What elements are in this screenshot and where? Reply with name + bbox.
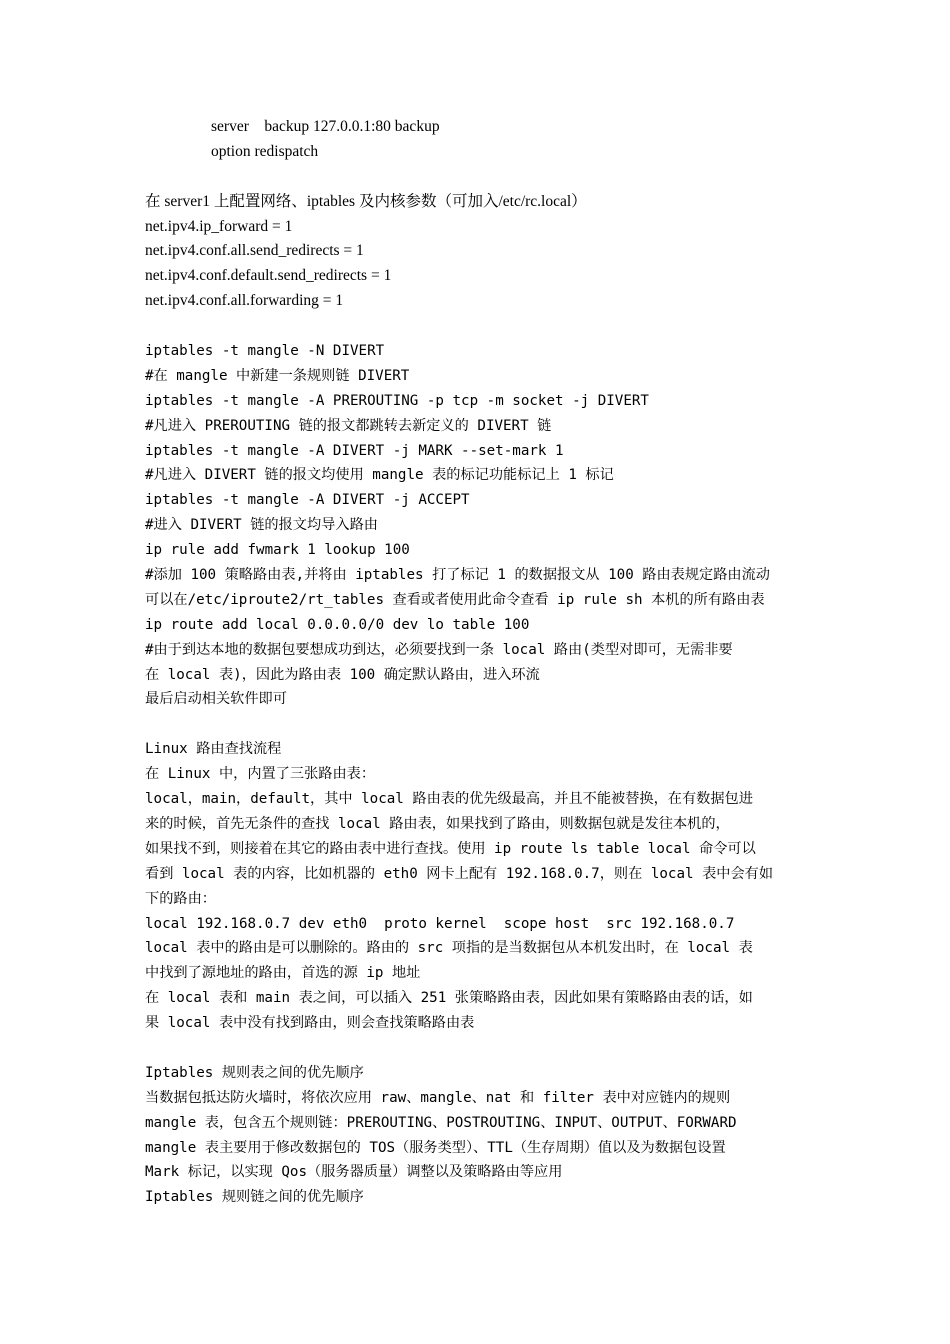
text-line: server backup 127.0.0.1:80 backup (211, 118, 440, 135)
text-line: #由于到达本地的数据包要想成功到达，必须要找到一条 local 路由(类型对即可，无需非要 (145, 641, 733, 658)
text-line: #凡进入 PREROUTING 链的报文都跳转去新定义的 DIVERT 链 (145, 417, 552, 434)
text-line: ip rule add fwmark 1 lookup 100 (145, 542, 410, 559)
document-body (145, 115, 815, 1210)
text-line: 在 server1 上配置网络、iptables 及内核参数（可加入/etc/rc.local） (145, 192, 587, 210)
text-line: #进入 DIVERT 链的报文均导入路由 (145, 517, 378, 534)
text-line: Iptables 规则表之间的优先顺序 (145, 1064, 364, 1081)
text-line: local，main，default，其中 local 路由表的优先级最高，并且不能被替换，在有数据包进 (145, 791, 753, 808)
text-line: #在 mangle 中新建一条规则链 DIVERT (145, 367, 410, 384)
text-line: iptables -t mangle -A DIVERT -j ACCEPT (145, 492, 470, 509)
text-line: 在 Linux 中，内置了三张路由表： (145, 766, 376, 783)
text-line: local 表中的路由是可以删除的。路由的 src 项指的是当数据包从本机发出时，在 local 表 (145, 940, 753, 957)
text-line: Iptables 规则链之间的优先顺序 (145, 1189, 364, 1206)
text-line: option redispatch (211, 142, 319, 160)
text-line: 来的时候，首先无条件的查找 local 路由表，如果找到了路由，则数据包就是发往本机的， (145, 815, 730, 832)
text-line: 如果找不到，则接着在其它的路由表中进行查找。使用 ip route ls table local 命令可以 (145, 840, 756, 857)
blank-line (145, 314, 815, 339)
blank-line (145, 712, 815, 737)
blank-line (145, 1036, 815, 1061)
text-line: net.ipv4.conf.default.send_redirects = 1 (145, 267, 392, 285)
text-line: 最后启动相关软件即可 (145, 691, 287, 708)
text-line: 当数据包抵达防火墙时，将依次应用 raw、mangle、nat 和 filter 表中对应链内的规则 (145, 1089, 731, 1106)
text-line: iptables -t mangle -N DIVERT (145, 343, 385, 360)
text-line: 中找到了源地址的路由，首选的源 ip 地址 (145, 965, 421, 982)
text-line: net.ipv4.conf.all.forwarding = 1 (145, 292, 344, 310)
text-line: net.ipv4.ip_forward = 1 (145, 217, 293, 235)
blank-line (145, 165, 815, 190)
text-line: 可以在/etc/iproute2/rt_tables 查看或者使用此命令查看 ip rule sh 本机的所有路由表 (145, 591, 765, 608)
text-line: iptables -t mangle -A PREROUTING -p tcp -m socket -j DIVERT (145, 392, 649, 409)
text-line: 在 local 表和 main 表之间，可以插入 251 张策略路由表，因此如果有策略路由表的话，如 (145, 990, 753, 1007)
text-line: mangle 表，包含五个规则链：PREROUTING、POSTROUTING、INPUT、OUTPUT、FORWARD (145, 1114, 737, 1131)
text-line: iptables -t mangle -A DIVERT -j MARK --set-mark 1 (145, 442, 564, 459)
text-line: local 192.168.0.7 dev eth0 proto kernel scope host src 192.168.0.7 (145, 915, 735, 932)
text-line: 果 local 表中没有找到路由，则会查找策略路由表 (145, 1015, 475, 1032)
text-line: mangle 表主要用于修改数据包的 TOS（服务类型）、TTL（生存周期）值以及为数据包设置 (145, 1139, 726, 1156)
text-line: net.ipv4.conf.all.send_redirects = 1 (145, 242, 364, 260)
text-line: 下的路由： (145, 890, 216, 907)
text-line: #添加 100 策略路由表,并将由 iptables 打了标记 1 的数据报文从 100 路由表规定路由流动 (145, 567, 770, 584)
text-line: ip route add local 0.0.0.0/0 dev lo table 100 (145, 616, 530, 633)
text-line: 在 local 表)，因此为路由表 100 确定默认路由，进入环流 (145, 666, 540, 683)
text-line: Mark 标记，以实现 Qos（服务器质量）调整以及策略路由等应用 (145, 1164, 563, 1181)
text-line: Linux 路由查找流程 (145, 741, 282, 758)
text-line: 看到 local 表的内容，比如机器的 eth0 网卡上配有 192.168.0.7，则在 local 表中会有如 (145, 865, 774, 882)
text-line: #凡进入 DIVERT 链的报文均使用 mangle 表的标记功能标记上 1 标记 (145, 467, 614, 484)
